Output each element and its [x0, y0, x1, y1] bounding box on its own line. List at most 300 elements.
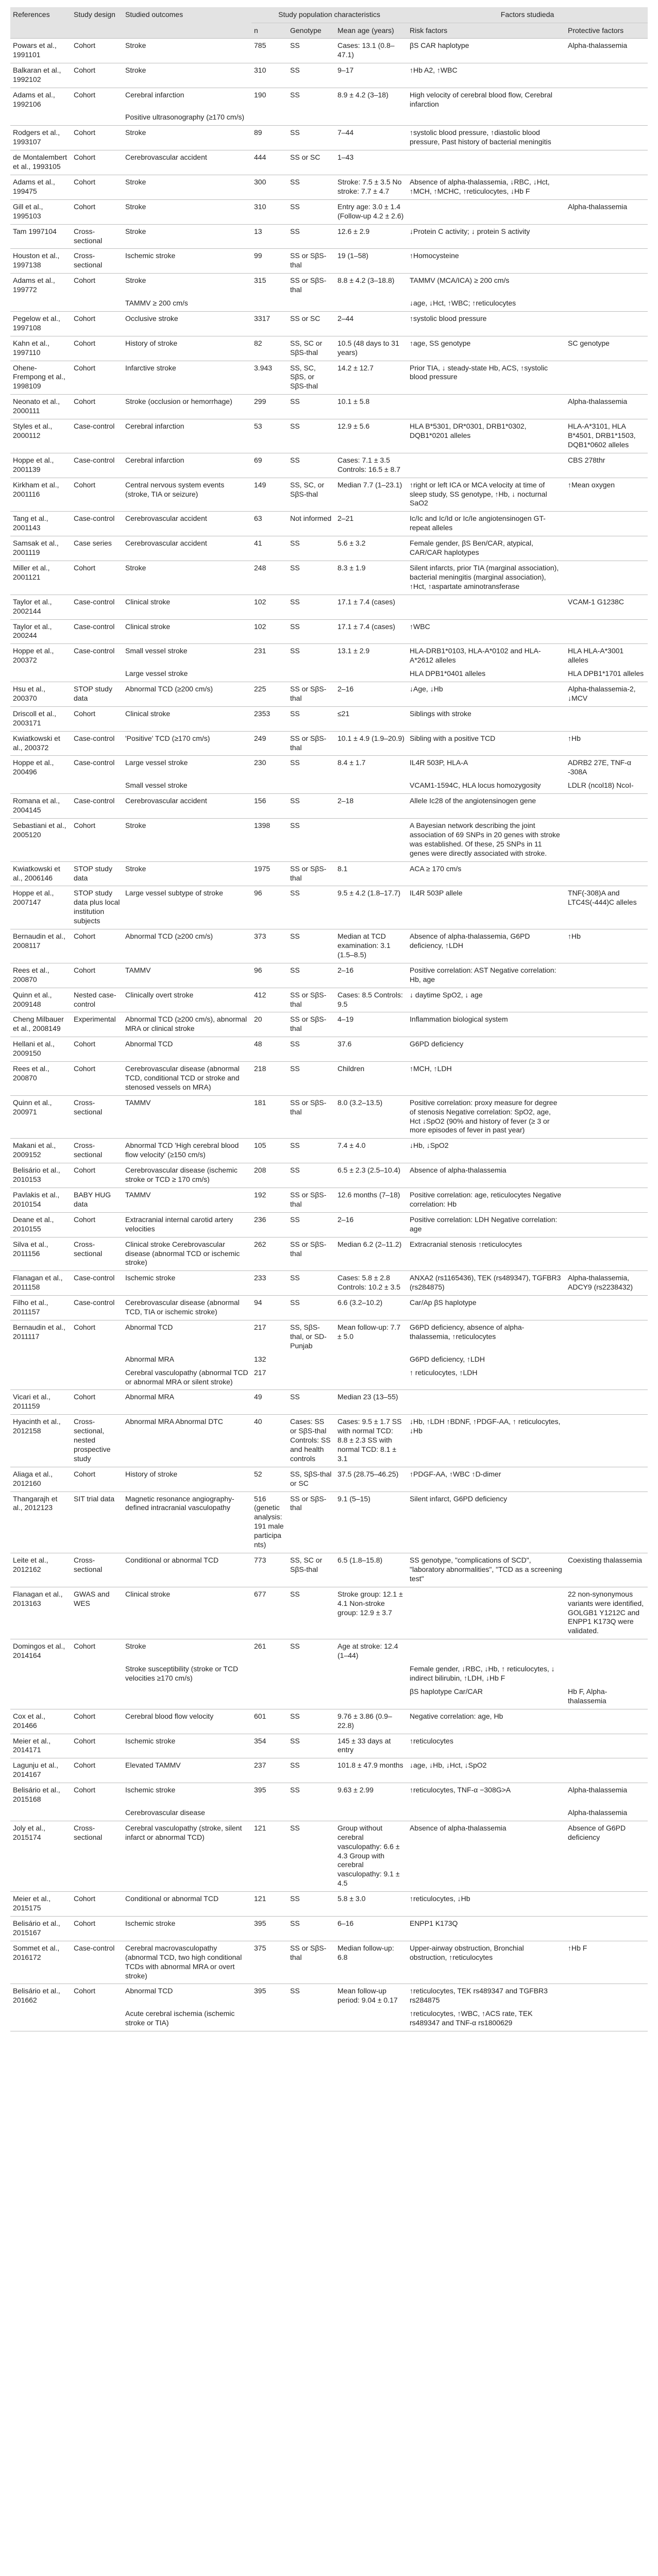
cell-genotype: SS	[288, 595, 335, 619]
cell-genotype: SS	[288, 419, 335, 453]
cell-study-design: Case-control	[71, 1271, 123, 1296]
cell-studied-outcome: Large vessel subtype of stroke	[123, 886, 251, 929]
cell-n: 412	[251, 988, 288, 1012]
table-row	[10, 819, 648, 862]
cell-studied-outcome: Cerebral infarction	[123, 453, 251, 478]
table-row	[10, 1367, 648, 1390]
cell-reference: Aliaga et al., 2012160	[10, 1467, 71, 1492]
cell-studied-outcome: Cerebrovascular disease (abnormal TCD, conditional TCD or stroke and stenosed vessels on MRA)	[123, 1062, 251, 1096]
cell-reference: Sommet et al., 2016172	[10, 1941, 71, 1984]
cell-studied-outcome: Large vessel stroke	[125, 669, 188, 678]
cell-protective-factors	[565, 63, 648, 88]
cell-genotype: SS	[288, 1734, 335, 1758]
cell-genotype: SS	[288, 756, 335, 780]
cell-mean-age: 2–16	[335, 682, 407, 707]
cell-genotype: SS, SβS-thal or SC	[288, 1467, 335, 1492]
cell-risk-factors: Female gender, βS Ben/CAR, atypical, CAR/CAR haplotypes	[407, 536, 565, 561]
cell-studied-outcome: Acute cerebral ischemia (ischemic stroke or TIA)	[123, 2008, 251, 2031]
cell-studied-outcome: Cerebrovascular disease (abnormal TCD, TIA or ischemic stroke)	[123, 1296, 251, 1320]
cell-study-design: SIT trial data	[71, 1492, 123, 1553]
cell-study-design: Cohort	[71, 361, 123, 395]
cell-genotype: SS	[288, 1037, 335, 1062]
table-row	[10, 1139, 648, 1163]
cell-n: 218	[251, 1062, 288, 1096]
cell-study-design: Cohort	[71, 819, 123, 862]
cell-genotype: SS	[288, 619, 335, 644]
cell-n: 310	[251, 63, 288, 88]
table-row	[10, 1012, 648, 1037]
cell-study-design: Cross-sectional	[71, 249, 123, 274]
cell-reference: Tang et al., 2001143	[10, 512, 71, 536]
table-row	[10, 1492, 648, 1553]
cell-study-design	[71, 780, 123, 793]
cell-genotype: SS or SβS-thal	[288, 1095, 335, 1139]
cell-n: 231	[251, 644, 288, 668]
cell-protective-factors: Alpha-thalassemia	[565, 39, 648, 63]
cell-studied-outcome: Cerebral macrovasculopathy (abnormal TCD, two high conditional TCDs with abnormal MRA or overt stroke)	[123, 1941, 251, 1984]
table-row	[10, 199, 648, 224]
cell-genotype: SS or SC	[288, 150, 335, 175]
cell-genotype: SS	[288, 929, 335, 963]
cell-mean-age: 19 (1–58)	[335, 249, 407, 274]
cell-protective-factors: Coexisting thalassemia	[565, 1553, 648, 1587]
cell-study-design: Cohort	[71, 311, 123, 336]
cell-mean-age: Stroke: 7.5 ± 3.5 No stroke: 7.7 ± 4.7	[335, 175, 407, 199]
cell-risk-factors: Positive correlation: age, reticulocytes Negative correlation: Hb	[407, 1188, 565, 1213]
cell-mean-age: 8.3 ± 1.9	[335, 561, 407, 595]
cell-reference: Rees et al., 200870	[10, 963, 71, 988]
cell-studied-outcome: Cerebral vasculopathy (stroke, silent infarct or abnormal TCD)	[123, 1821, 251, 1891]
cell-reference: Cox et al., 201466	[10, 1709, 71, 1734]
cell-studied-outcome: Infarctive stroke	[123, 361, 251, 395]
cell-genotype: SS	[288, 561, 335, 595]
cell-study-design: Cross-sectional	[71, 1821, 123, 1891]
cell-protective-factors	[565, 1188, 648, 1213]
cell-n: 3317	[251, 311, 288, 336]
cell-studied-outcome: Clinical stroke	[123, 706, 251, 731]
cell-risk-factors	[407, 1390, 565, 1415]
cell-genotype: SS or SβS-thal	[288, 1492, 335, 1553]
cell-mean-age: Median 6.2 (2–11.2)	[335, 1237, 407, 1271]
cell-genotype: SS or SβS-thal	[288, 1237, 335, 1271]
cell-study-design	[71, 2008, 123, 2031]
cell-mean-age: Cases: 9.5 ± 1.7 SS with normal TCD: 8.8 ± 2.3 SS with normal TCD: 8.1 ± 3.1	[335, 1415, 407, 1467]
cell-studied-outcome: Ischemic stroke	[123, 1917, 251, 1941]
cell-risk-factors: ACA ≥ 170 cm/s	[407, 861, 565, 886]
table-row	[10, 1917, 648, 1941]
cell-studied-outcome: Cerebral infarction	[123, 88, 251, 112]
table-row	[10, 1587, 648, 1639]
studies-table	[10, 7, 648, 2031]
cell-reference: Lagunju et al., 2014167	[10, 1758, 71, 1783]
cell-risk-factors: ↓ daytime SpO2, ↓ age	[407, 988, 565, 1012]
cell-reference: Neonato et al., 2000111	[10, 395, 71, 419]
cell-mean-age: 4–19	[335, 1012, 407, 1037]
cell-studied-outcome: Extracranial internal carotid artery velocities	[123, 1212, 251, 1237]
cell-study-design: Case-control	[71, 756, 123, 780]
header-study-design: Study design	[71, 7, 123, 39]
cell-study-design: BABY HUG data	[71, 1188, 123, 1213]
table-row	[10, 453, 648, 478]
cell-n: 230	[251, 756, 288, 780]
table-row	[10, 731, 648, 756]
cell-reference: Hellani et al., 2009150	[10, 1037, 71, 1062]
cell-study-design: Cohort	[71, 336, 123, 361]
cell-reference: Vicari et al., 2011159	[10, 1390, 71, 1415]
cell-genotype: SS	[288, 1587, 335, 1639]
cell-studied-outcome: Abnormal TCD	[123, 1984, 251, 2008]
cell-reference: Driscoll et al., 2003171	[10, 706, 71, 731]
cell-risk-factors: ↑WBC	[407, 619, 565, 644]
cell-reference: Taylor et al., 2002144	[10, 595, 71, 619]
cell-mean-age: 145 ± 33 days at entry	[335, 1734, 407, 1758]
cell-protective-factors	[565, 1367, 648, 1390]
cell-reference	[10, 2008, 71, 2031]
cell-n: 375	[251, 1941, 288, 1984]
cell-reference: Thangarajh et al., 2012123	[10, 1492, 71, 1553]
cell-protective-factors	[565, 1892, 648, 1917]
cell-mean-age	[335, 780, 407, 793]
cell-study-design: Cohort	[71, 1212, 123, 1237]
cell-reference: Joly et al., 2015174	[10, 1821, 71, 1891]
cell-genotype: SS	[288, 819, 335, 862]
cell-n	[251, 298, 288, 311]
cell-genotype: SS	[288, 1917, 335, 1941]
cell-studied-outcome: Ischemic stroke	[123, 1783, 251, 1807]
cell-n: 190	[251, 88, 288, 112]
cell-reference: Meier et al., 2014171	[10, 1734, 71, 1758]
cell-genotype: SS	[288, 886, 335, 929]
table-row	[10, 1062, 648, 1096]
cell-n: 52	[251, 1467, 288, 1492]
cell-study-design: Cohort	[71, 706, 123, 731]
cell-reference: Hyacinth et al., 2012158	[10, 1415, 71, 1467]
table-row	[10, 1783, 648, 1807]
table-row	[10, 988, 648, 1012]
cell-n	[251, 1664, 288, 1686]
cell-study-design: Cohort	[71, 274, 123, 298]
cell-mean-age: 6–16	[335, 1917, 407, 1941]
cell-studied-outcome: Abnormal TCD	[123, 1320, 251, 1353]
cell-genotype: SS	[288, 1163, 335, 1188]
cell-risk-factors: βS CAR haplotype	[407, 39, 565, 63]
cell-studied-outcome: Magnetic resonance angiography-defined intracranial vasculopathy	[123, 1492, 251, 1553]
cell-study-design: Cohort	[71, 1783, 123, 1807]
cell-genotype	[288, 1664, 335, 1686]
cell-risk-factors: Absence of alpha-thalassemia, ↓RBC, ↓Hct, ↑MCH, ↑MCHC, ↑reticulocytes, ↓Hb F	[407, 175, 565, 199]
cell-risk-factors: ↑reticulocytes, TEK rs489347 and TGFBR3 rs284875	[407, 1984, 565, 2008]
cell-n: 1398	[251, 819, 288, 862]
cell-reference: Tam 1997104	[10, 224, 71, 249]
table-row	[10, 112, 648, 125]
cell-n: 785	[251, 39, 288, 63]
cell-risk-factors	[407, 453, 565, 478]
header-risk-factors: Risk factors	[407, 23, 565, 39]
cell-risk-factors	[407, 1587, 565, 1639]
cell-protective-factors: ↑Hb F	[565, 1941, 648, 1984]
cell-genotype: SS	[288, 453, 335, 478]
cell-protective-factors	[565, 1037, 648, 1062]
cell-mean-age: Group without cerebral vasculopathy: 6.6 ± 4.3 Group with cerebral vasculopathy: 9.1 ± 4.5	[335, 1821, 407, 1891]
cell-study-design: Cohort	[71, 1062, 123, 1096]
cell-mean-age: 12.9 ± 5.6	[335, 419, 407, 453]
cell-n: 53	[251, 419, 288, 453]
cell-risk-factors	[407, 112, 565, 125]
cell-study-design: Cohort	[71, 1892, 123, 1917]
cell-risk-factors: Allele Ic28 of the angiotensinogen gene	[407, 794, 565, 819]
cell-n: 373	[251, 929, 288, 963]
cell-mean-age: 8.4 ± 1.7	[335, 756, 407, 780]
cell-protective-factors	[565, 88, 648, 112]
cell-mean-age: 9.63 ± 2.99	[335, 1783, 407, 1807]
cell-studied-outcome: Abnormal TCD	[123, 1037, 251, 1062]
table-body	[10, 39, 648, 2031]
cell-reference: Rees et al., 200870	[10, 1062, 71, 1096]
cell-mean-age: 37.5 (28.75–46.25)	[335, 1467, 407, 1492]
cell-n: 99	[251, 249, 288, 274]
cell-risk-factors: Siblings with stroke	[407, 706, 565, 731]
table-row	[10, 224, 648, 249]
cell-mean-age: Cases: 7.1 ± 3.5 Controls: 16.5 ± 8.7	[335, 453, 407, 478]
cell-protective-factors	[565, 1709, 648, 1734]
cell-n: 96	[251, 963, 288, 988]
cell-studied-outcome: Stroke	[123, 861, 251, 886]
cell-study-design: Case-control	[71, 595, 123, 619]
cell-protective-factors	[565, 274, 648, 298]
cell-reference: Flanagan et al., 2011158	[10, 1271, 71, 1296]
cell-studied-outcome: Cerebral vasculopathy (abnormal TCD or abnormal MRA or silent stroke)	[125, 1368, 248, 1386]
cell-reference: Belisário et al., 2015167	[10, 1917, 71, 1941]
cell-protective-factors: ↑Hb	[565, 731, 648, 756]
table-row	[10, 1553, 648, 1587]
cell-study-design: Cohort	[71, 1390, 123, 1415]
cell-mean-age: 1–43	[335, 150, 407, 175]
cell-n: 1975	[251, 861, 288, 886]
cell-risk-factors: TAMMV (MCA/ICA) ≥ 200 cm/s	[407, 274, 565, 298]
cell-genotype: SS	[288, 175, 335, 199]
cell-genotype: SS or SβS-thal	[288, 988, 335, 1012]
cell-n: 444	[251, 150, 288, 175]
cell-reference: Adams et al., 1992106	[10, 88, 71, 112]
header-references: References	[10, 7, 71, 39]
table-row	[10, 311, 648, 336]
cell-protective-factors: 22 non-synonymous variants were identified, GOLGB1 Y1212C and ENPP1 K173Q were validated.	[565, 1587, 648, 1639]
cell-risk-factors: Silent infarcts, prior TIA (marginal association), bacterial meningitis (marginal association), ↑Hct, ↑aspartate aminotransferase	[407, 561, 565, 595]
cell-study-design: STOP study data	[71, 861, 123, 886]
cell-mean-age: 8.8 ± 4.2 (3–18.8)	[335, 274, 407, 298]
cell-reference: Quinn et al., 2009148	[10, 988, 71, 1012]
cell-reference: Gill et al., 1995103	[10, 199, 71, 224]
cell-protective-factors	[565, 1390, 648, 1415]
cell-mean-age: 14.2 ± 12.7	[335, 361, 407, 395]
table-row	[10, 298, 648, 311]
cell-genotype: SS	[288, 1296, 335, 1320]
cell-protective-factors	[565, 1415, 648, 1467]
cell-reference: Hoppe et al., 200496	[10, 756, 71, 780]
cell-study-design: Cohort	[71, 1037, 123, 1062]
cell-risk-factors: ↑MCH, ↑LDH	[407, 1062, 565, 1096]
cell-mean-age: 9–17	[335, 63, 407, 88]
cell-studied-outcome: Stroke	[123, 63, 251, 88]
cell-protective-factors: ↑Hb	[565, 929, 648, 963]
cell-risk-factors: ↑reticulocytes, ↓Hb	[407, 1892, 565, 1917]
cell-study-design	[71, 1367, 123, 1390]
cell-study-design: Cohort	[71, 126, 123, 150]
table-row	[10, 1354, 648, 1367]
cell-mean-age: 12.6 ± 2.9	[335, 224, 407, 249]
cell-study-design: Case-control	[71, 731, 123, 756]
cell-reference	[10, 112, 71, 125]
cell-studied-outcome: TAMMV	[123, 1188, 251, 1213]
cell-reference: Belisário et al., 2015168	[10, 1783, 71, 1807]
cell-protective-factors	[565, 175, 648, 199]
cell-reference	[10, 780, 71, 793]
table-row	[10, 536, 648, 561]
cell-risk-factors	[407, 1639, 565, 1664]
cell-protective-factors	[565, 1296, 648, 1320]
cell-reference: de Montalembert et al., 1993105	[10, 150, 71, 175]
cell-studied-outcome: Abnormal MRA	[123, 1390, 251, 1415]
cell-mean-age: 12.6 months (7–18)	[335, 1188, 407, 1213]
cell-study-design: Case-control	[71, 794, 123, 819]
cell-studied-outcome: Positive ultrasonography (≥170 cm/s)	[125, 113, 245, 122]
table-row	[10, 126, 648, 150]
table-row	[10, 63, 648, 88]
cell-reference: Kwiatkowski et al., 2006146	[10, 861, 71, 886]
table-row	[10, 1237, 648, 1271]
cell-mean-age: Cases: 13.1 (0.8–47.1)	[335, 39, 407, 63]
cell-reference: Meier et al., 2015175	[10, 1892, 71, 1917]
table-row	[10, 39, 648, 63]
cell-studied-outcome: Large vessel stroke	[123, 756, 251, 780]
cell-reference: Powars et al., 1991101	[10, 39, 71, 63]
cell-n: 262	[251, 1237, 288, 1271]
table-row	[10, 249, 648, 274]
cell-genotype: SS or SβS-thal	[288, 1012, 335, 1037]
cell-protective-factors: Alpha-thalassemia	[565, 1783, 648, 1807]
cell-reference: Balkaran et al., 1992102	[10, 63, 71, 88]
table-row	[10, 1095, 648, 1139]
cell-genotype: SS	[288, 199, 335, 224]
cell-risk-factors	[407, 1807, 565, 1821]
cell-genotype: SS	[288, 963, 335, 988]
cell-n: 773	[251, 1553, 288, 1587]
cell-reference: Bernaudin et al., 2011117	[10, 1320, 71, 1353]
cell-study-design: STOP study data	[71, 682, 123, 707]
cell-genotype: SS	[288, 1139, 335, 1163]
cell-risk-factors: ↑systolic blood pressure	[407, 311, 565, 336]
cell-n	[251, 1686, 288, 1709]
cell-risk-factors: Negative correlation: age, Hb	[407, 1709, 565, 1734]
cell-reference: Kirkham et al., 2001116	[10, 478, 71, 512]
cell-protective-factors	[565, 361, 648, 395]
cell-protective-factors: Alpha-thalassemia-2, ↓MCV	[565, 682, 648, 707]
cell-risk-factors: Extracranial stenosis ↑reticulocytes	[407, 1237, 565, 1271]
cell-n: 192	[251, 1188, 288, 1213]
cell-genotype: SS or SC	[288, 311, 335, 336]
table-row	[10, 274, 648, 298]
cell-mean-age: 2–16	[335, 963, 407, 988]
cell-reference: Filho et al., 2011157	[10, 1296, 71, 1320]
cell-study-design	[71, 1807, 123, 1821]
cell-genotype	[288, 780, 335, 793]
cell-protective-factors	[565, 1664, 648, 1686]
cell-reference: Hoppe et al., 2007147	[10, 886, 71, 929]
cell-protective-factors: Alpha-thalassemia, ADCY9 (rs2238432)	[565, 1271, 648, 1296]
table-row	[10, 619, 648, 644]
cell-genotype	[288, 1354, 335, 1367]
cell-n: 96	[251, 886, 288, 929]
cell-studied-outcome: Small vessel stroke	[125, 781, 188, 790]
cell-protective-factors	[565, 112, 648, 125]
cell-risk-factors: G6PD deficiency	[407, 1037, 565, 1062]
cell-mean-age: 101.8 ± 47.9 months	[335, 1758, 407, 1783]
cell-protective-factors: TNF(-308)A and LTC4S(-444)C alleles	[565, 886, 648, 929]
cell-n: 354	[251, 1734, 288, 1758]
cell-studied-outcome: Cerebrovascular disease	[125, 1808, 205, 1817]
cell-mean-age: Median follow-up: 6.8	[335, 1941, 407, 1984]
cell-study-design: Cohort	[71, 199, 123, 224]
table-row	[10, 336, 648, 361]
cell-risk-factors: Female gender, ↓RBC, ↓Hb, ↑ reticulocytes, ↓ indirect bilirubin, ↑LDH, ↓Hb F	[410, 1665, 555, 1682]
cell-mean-age: 2–21	[335, 512, 407, 536]
cell-studied-outcome: Cerebral infarction	[123, 419, 251, 453]
cell-reference: Flanagan et al., 2013163	[10, 1587, 71, 1639]
cell-reference: Houston et al., 1997138	[10, 249, 71, 274]
cell-mean-age: 2–18	[335, 794, 407, 819]
cell-n: 315	[251, 274, 288, 298]
cell-n: 63	[251, 512, 288, 536]
cell-mean-age: 37.6	[335, 1037, 407, 1062]
cell-study-design: Cohort	[71, 1758, 123, 1783]
cell-protective-factors: HLA HLA-A*3001 alleles	[565, 644, 648, 668]
cell-protective-factors: HLA DPB1*1701 alleles	[568, 669, 644, 678]
cell-studied-outcome: Central nervous system events (stroke, TIA or seizure)	[123, 478, 251, 512]
cell-genotype	[288, 1686, 335, 1709]
cell-n: 121	[251, 1892, 288, 1917]
cell-study-design: Case-control	[71, 512, 123, 536]
cell-reference: Miller et al., 2001121	[10, 561, 71, 595]
cell-risk-factors: ↑reticulocytes, ↑WBC, ↑ACS rate, TEK rs489347 and TNF-α rs1800629	[407, 2008, 565, 2031]
cell-n: 49	[251, 1390, 288, 1415]
cell-reference: Adams et al., 199772	[10, 274, 71, 298]
cell-reference: Sebastiani et al., 2005120	[10, 819, 71, 862]
cell-n: 395	[251, 1783, 288, 1807]
cell-studied-outcome: Stroke	[123, 126, 251, 150]
table-row	[10, 478, 648, 512]
cell-protective-factors	[565, 1917, 648, 1941]
table-row	[10, 1758, 648, 1783]
cell-mean-age: 9.5 ± 4.2 (1.8–17.7)	[335, 886, 407, 929]
cell-risk-factors	[407, 395, 565, 419]
cell-study-design: Cohort	[71, 1320, 123, 1353]
cell-genotype: SS	[288, 126, 335, 150]
cell-risk-factors: Prior TIA, ↓ steady-state Hb, ACS, ↑systolic blood pressure	[407, 361, 565, 395]
cell-mean-age: 10.1 ± 4.9 (1.9–20.9)	[335, 731, 407, 756]
cell-protective-factors	[565, 988, 648, 1012]
table-row	[10, 861, 648, 886]
cell-protective-factors	[565, 819, 648, 862]
cell-genotype: SS	[288, 63, 335, 88]
cell-protective-factors	[565, 150, 648, 175]
cell-genotype: SS	[288, 1984, 335, 2008]
cell-mean-age: Stroke group: 12.1 ± 4.1 Non-stroke group: 12.9 ± 3.7	[335, 1587, 407, 1639]
cell-genotype: Cases: SS or SβS-thal Controls: SS and health controls	[288, 1415, 335, 1467]
cell-protective-factors	[565, 619, 648, 644]
cell-study-design: GWAS and WES	[71, 1587, 123, 1639]
cell-studied-outcome: TAMMV	[123, 963, 251, 988]
cell-mean-age	[335, 819, 407, 862]
